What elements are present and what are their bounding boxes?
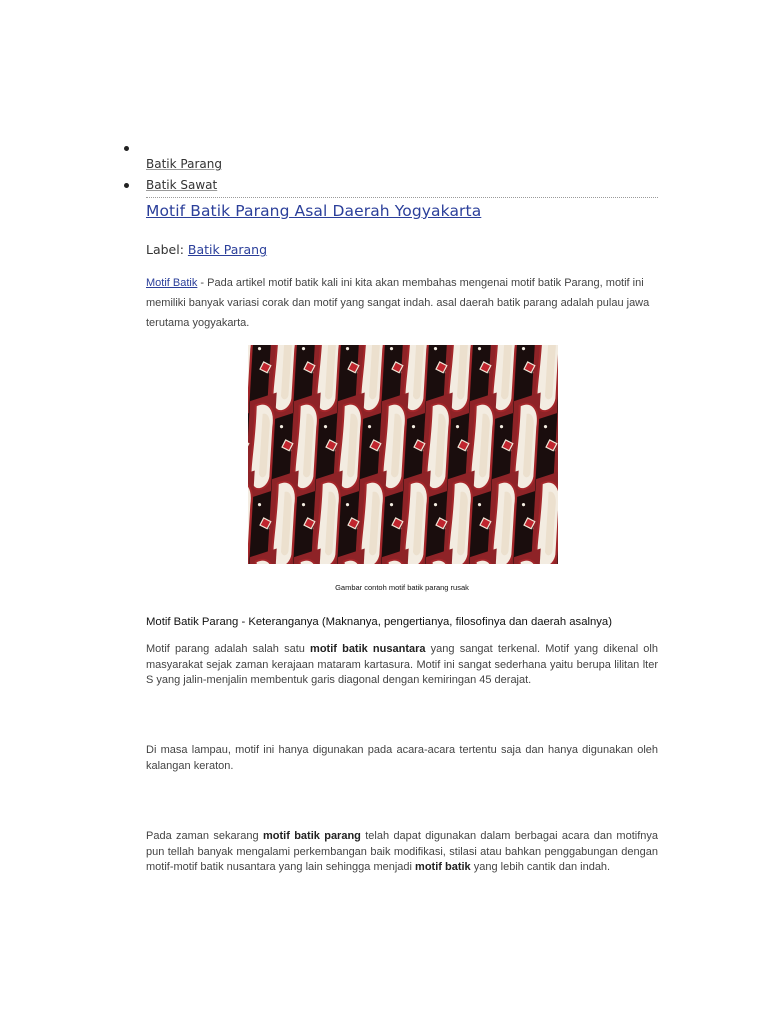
- p3-text-e: yang lebih cantik dan indah.: [470, 861, 611, 873]
- paragraph-2: Di masa lampau, motif ini hanya digunakan pada acara-acara tertentu saja dan hanya digunakan oleh kalangan keraton.: [146, 744, 658, 772]
- p3-bold-2: motif batik: [415, 861, 471, 873]
- p1-text-a: Motif parang adalah salah satu: [146, 643, 311, 655]
- label-prefix: Label:: [146, 242, 184, 257]
- p3-bold-1: motif batik parang: [262, 830, 361, 842]
- section-heading: Motif Batik Parang - Keteranganya (Maknanya, pengertianya, filosofinya dan daerah asalnya): [146, 616, 612, 628]
- nav-link-batik-parang[interactable]: Batik Parang: [146, 157, 222, 171]
- separator: [146, 197, 658, 198]
- p3-text-a: Pada zaman sekarang: [146, 830, 263, 842]
- intro-paragraph: [146, 273, 658, 333]
- p1-bold: motif batik nusantara: [310, 643, 426, 655]
- bullet-batik-sawat: [124, 183, 129, 188]
- post-labels: [146, 242, 267, 257]
- paragraph-3: [146, 829, 658, 876]
- nav-link-batik-sawat[interactable]: Batik Sawat: [146, 178, 218, 192]
- image-caption: Gambar contoh motif batik parang rusak: [335, 583, 469, 592]
- p3-text-c: telah dapat digunakan dalam berbagai acara dan motifnya pun tellah banyak mengalami perkembangan baik modifikasi, stilasi atau bahkan penggabungan dengan motif-motif batik nusantara yang lain sehingga menjadi: [146, 830, 658, 873]
- label-link-batik-parang[interactable]: Batik Parang: [187, 242, 268, 257]
- p1-text-c: yang sangat terkenal. Motif yang dikenal olh masyarakat sejak zaman kerajaan mataram kartasura. Motif ini sangat sederhana yaitu berupa lilitan lter S yang jalin-menjalin membentuk garis diagonal dengan kemiringan 45 derajat.: [146, 643, 658, 686]
- post-title[interactable]: Motif Batik Parang Asal Daerah Yogyakarta: [146, 202, 482, 220]
- batik-parang-image: [248, 345, 558, 564]
- intro-text: - Pada artikel motif batik kali ini kita akan membahas mengenai motif batik Parang, motif ini memiliki banyak variasi corak dan motif yang sangat indah. asal daerah batik parang adalah pulau jawa terutama yogyakarta.: [146, 277, 650, 329]
- bullet-empty: [124, 146, 129, 151]
- intro-link-motif-batik[interactable]: Motif Batik: [146, 277, 198, 289]
- paragraph-1: [146, 642, 658, 689]
